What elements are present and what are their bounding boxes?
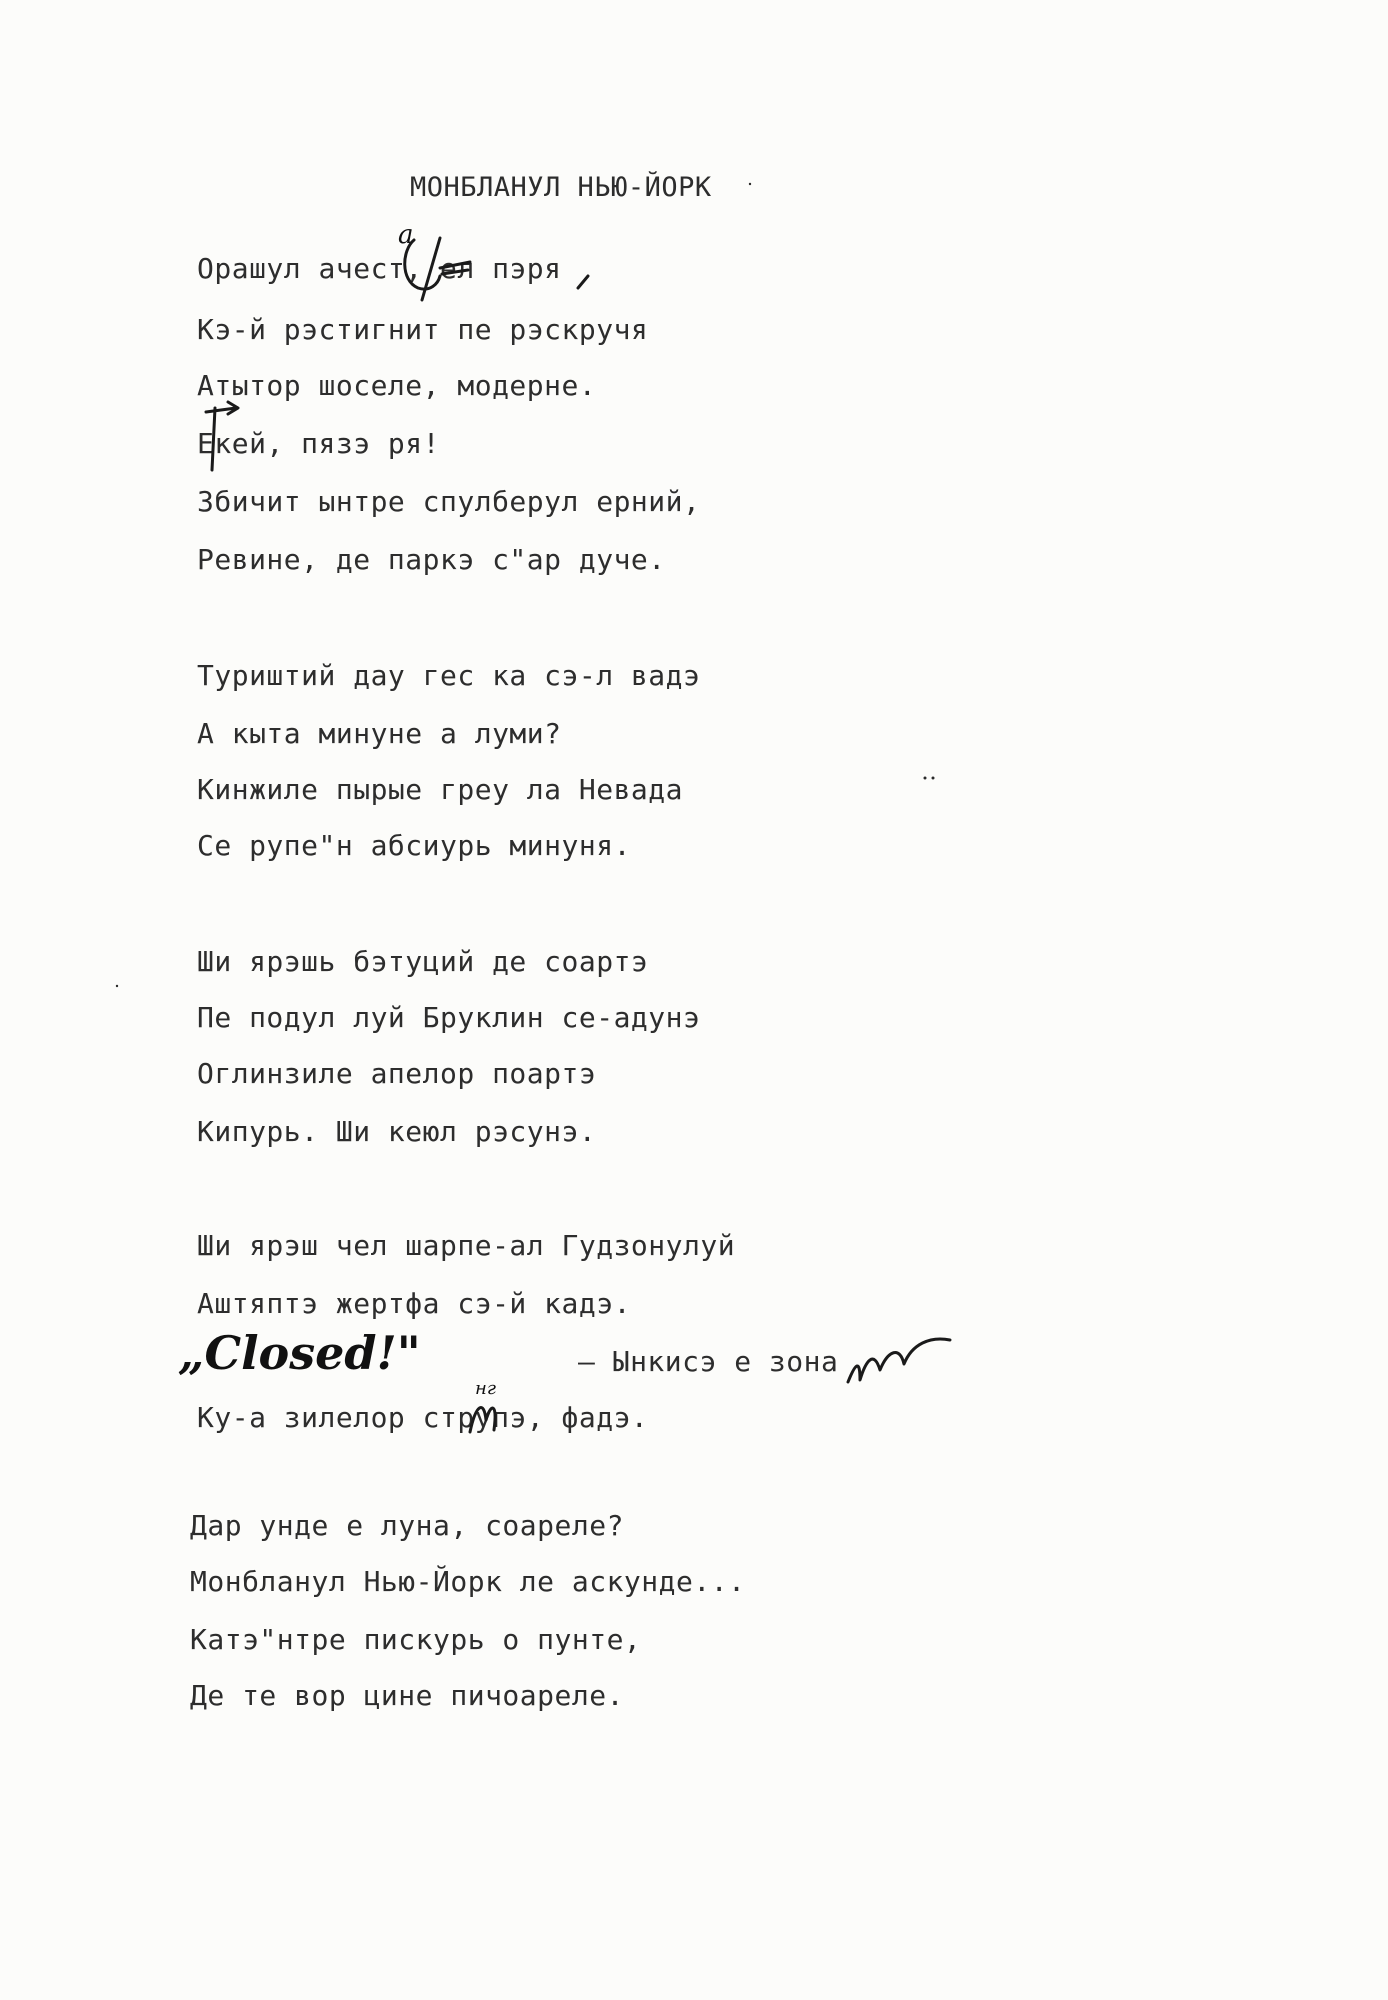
poem-line: Ревине, де паркэ с"ар дуче. [197,543,666,576]
poem-line: Монбланул Нью-Йорк ле аскунде... [190,1565,746,1598]
poem-line: Ку-а зилелор струпэ, фадэ. [197,1401,649,1434]
poem-line: Кинжиле пырые греу ла Невада [197,773,684,806]
handwritten-correction: а [398,220,414,250]
poem-line: Катэ"нтре пискурь о пунте, [190,1623,642,1656]
poem-line: Се рупе"н абсиурь минуня. [197,829,631,862]
handwritten-closed-annotation: „Closed!" [178,1326,421,1380]
poem-line: Кипурь. Ши кеюл рэсунэ. [197,1115,597,1148]
poem-line: – Ынкисэ е зона [578,1345,839,1378]
poem-line: Аштяптэ жертфа сэ-й кадэ. [197,1287,631,1320]
poem-line: Орашул ачест, ел пэря [197,252,562,285]
poem-line: Атытор шоселе, модерне. [197,369,597,402]
slash-mark [578,276,588,288]
poem-line: Дар унде е луна, соареле? [190,1509,624,1542]
poem-line: Туриштий дау гес ка сэ-л вадэ [197,659,701,692]
handwritten-correction: нг [475,1378,496,1399]
poem-line: Ши ярэшь бэтуций де соартэ [197,945,649,978]
poem-line: Кэ-й рэстигнит пе рэскручя [197,313,649,346]
scribble-mark [848,1339,950,1382]
poem-line: Екей, пязэ ря! [197,427,441,460]
poem-line: Оглинзиле апелор поартэ [197,1057,597,1090]
poem-line: Пе подул луй Бруклин се-адунэ [197,1001,701,1034]
poem-line: Де те вор цине пичоареле. [190,1679,624,1712]
poem-line: А кыта минуне а луми? [197,717,562,750]
arrow-mark [206,402,238,414]
poem-title: МОНБЛАНУЛ НЬЮ-ЙОРК [410,172,712,203]
poem-line: Збичит ынтре спулберул ерний, [197,485,701,518]
poem-line: Ши ярэш чел шарпе-ал Гудзонулуй [197,1229,736,1262]
